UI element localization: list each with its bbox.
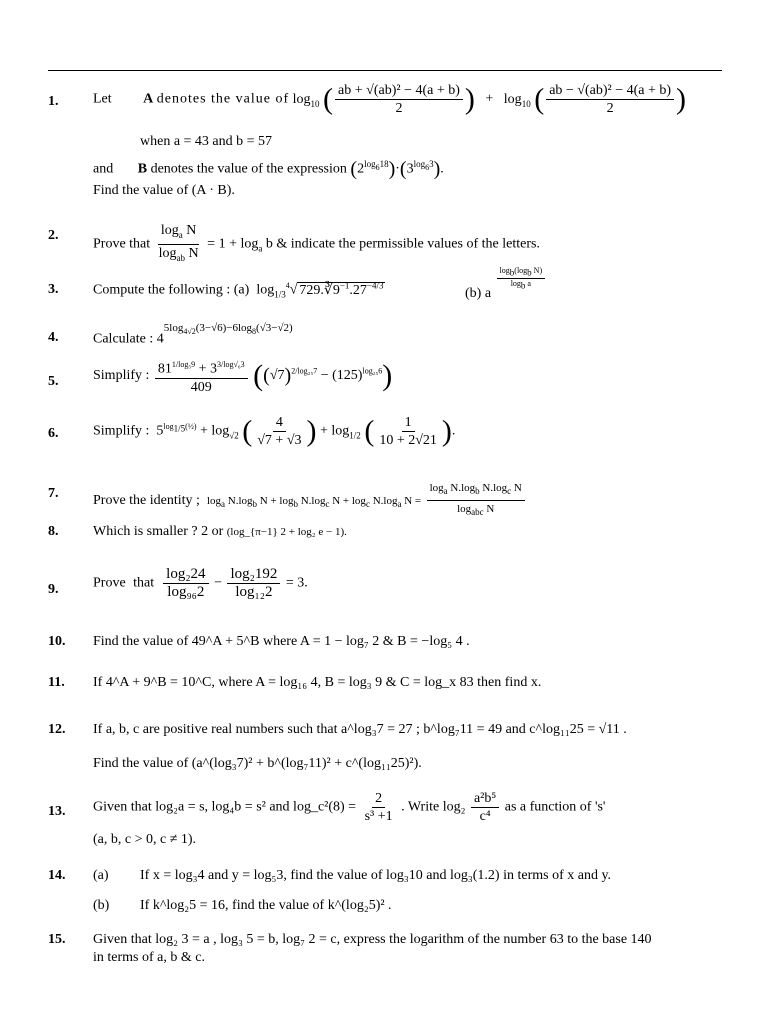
question-body: Let A denotes the value of $\log_{10}$ ( $\frac{\text{ab + √(ab)² − 4(a + b)}}{2}$ ) + $\log_{10}$ ( $\frac{\text{ab − √(ab)² − 4(a + b)}}{2}$ ) bbox=[93, 82, 687, 116]
question-number: 4. bbox=[48, 330, 59, 345]
log10-2: $\log_{10}$ bbox=[503, 91, 531, 109]
question-number: 8. bbox=[48, 524, 59, 539]
question-body-line-2: Find the value of (a^(log₃7)² + b^(log₇11)² + c^(log₁₁25)²). bbox=[93, 756, 422, 771]
question-body: Simplify : $\frac{81^{1/log_59} + 3^{3/log√_63}}{409}$ $((√7)^{2/log_{25}7} - (125)^{log_{25}6})$ bbox=[93, 356, 728, 396]
part-b-label: (b) bbox=[93, 898, 110, 913]
question-number: 2. bbox=[48, 228, 59, 243]
question-body: Given that log₂ 3 = a , log₃ 5 = b, log₇ 2 = c, express the logarithm of the number 63 to the base 140 bbox=[93, 932, 652, 947]
question-number: 9. bbox=[48, 582, 59, 597]
b-line: and B denotes the value of the expression $(2^{log_618})\cdot(3^{log_63})$. bbox=[93, 158, 444, 180]
part-a-label: (a) bbox=[93, 868, 109, 883]
let-text: Let bbox=[93, 91, 112, 107]
plus-sign: + bbox=[485, 91, 494, 107]
question-body: Prove that $\frac{\log_a N}{\log_{ab} N}$ = $1 + \log_a b$ & indicate the permissible values of the letters. bbox=[93, 223, 540, 263]
question-number: 10. bbox=[48, 634, 66, 649]
part-b-text: If k^log₂5 = 16, find the value of k^(log₂5)² . bbox=[140, 898, 392, 913]
fraction-1: $\frac{\text{ab + √(ab)² − 4(a + b)}}{2}$ bbox=[335, 82, 463, 117]
question-number: 7. bbox=[48, 486, 59, 501]
question-number: 13. bbox=[48, 804, 66, 819]
question-number: 5. bbox=[48, 374, 59, 389]
question-body: Prove the identity ; $\log_a N.\log_b$ $N + \log_b N.\log_c$ $N + \log_c N.\log_a$ N = $\frac{\log_a N.\log_b N.\log_c N}{\log_{abc} N}$ bbox=[93, 480, 728, 521]
question-body-line-2: (a, b, c > 0, c ≠ 1). bbox=[93, 832, 197, 847]
find-line: Find the value of (A · B). bbox=[93, 183, 235, 198]
question-body: Which is smaller ? 2 or (log_{π−1} 2 + log₂ e − 1). bbox=[93, 524, 347, 539]
question-number: 15. bbox=[48, 932, 66, 947]
part-a-text: If x = log₃4 and y = log₅3, find the value of log₃10 and log₃(1.2) in terms of x and y. bbox=[140, 868, 612, 883]
part-b: (b) a $\frac{\log_b(\log_b N)}{\log_b a}$ bbox=[465, 268, 728, 292]
question-number: 3. bbox=[48, 282, 59, 297]
question-number: 1. bbox=[48, 94, 59, 109]
question-body: Given that log₂a = s, log₄b = s² and log_c²(8) = $\frac{2}{\text{s³ +1}}$ . Write log₂ $\frac{\text{a²b⁵}}{\text{c⁴}}$ as a function of 's' bbox=[93, 791, 606, 824]
question-body-line-2: in terms of a, b & c. bbox=[93, 950, 205, 965]
question-number: 12. bbox=[48, 722, 66, 737]
question-body: Calculate : $4^{5log_{4√2}(3-√6)-6log_8(√3-√2)}$ bbox=[93, 322, 293, 347]
question-body: Simplify : $5^{log_{1/5}(\frac{1}{2})} + \log_{√2}$ ( $\frac{4}{√7 + √3}$ ) + $\log_{1/2}$ ( $\frac{1}{10 + 2√21}$ ). bbox=[93, 414, 456, 448]
log10-1: $\log_{10}$ bbox=[292, 91, 320, 109]
question-body: If 4^A + 9^B = 10^C, where A = log₁₆ 4, B = log₃ 9 & C = log_x 83 then find x. bbox=[93, 675, 542, 690]
fraction-2: $\frac{\text{ab − √(ab)² − 4(a + b)}}{2}$ bbox=[546, 82, 674, 117]
a-definition-text: denotes the value of bbox=[156, 91, 290, 107]
question-body: Find the value of 49^A + 5^B where A = 1 − log₇ 2 & B = −log₅ 4 . bbox=[93, 634, 470, 649]
when-line: when a = 43 and b = 57 bbox=[140, 134, 273, 149]
question-number: 11. bbox=[48, 675, 65, 690]
question-body: If a, b, c are positive real numbers such that a^log₃7 = 27 ; b^log₇11 = 49 and c^log₁₁25 = √11 . bbox=[93, 722, 627, 737]
question-body: Prove that $\frac{\text{log₂24}}{\text{log₉₆2}}$ − $\frac{\text{log₂192}}{\text{log₁₂2}}$ = 3. bbox=[93, 566, 308, 600]
question-body: Compute the following : (a) $\log_{1/3}^4√$ $729.∛9^{-1}.27^{-4/3}$ bbox=[93, 280, 384, 300]
question-number: 14. bbox=[48, 868, 66, 883]
question-number: 6. bbox=[48, 426, 59, 441]
top-rule bbox=[48, 70, 722, 71]
